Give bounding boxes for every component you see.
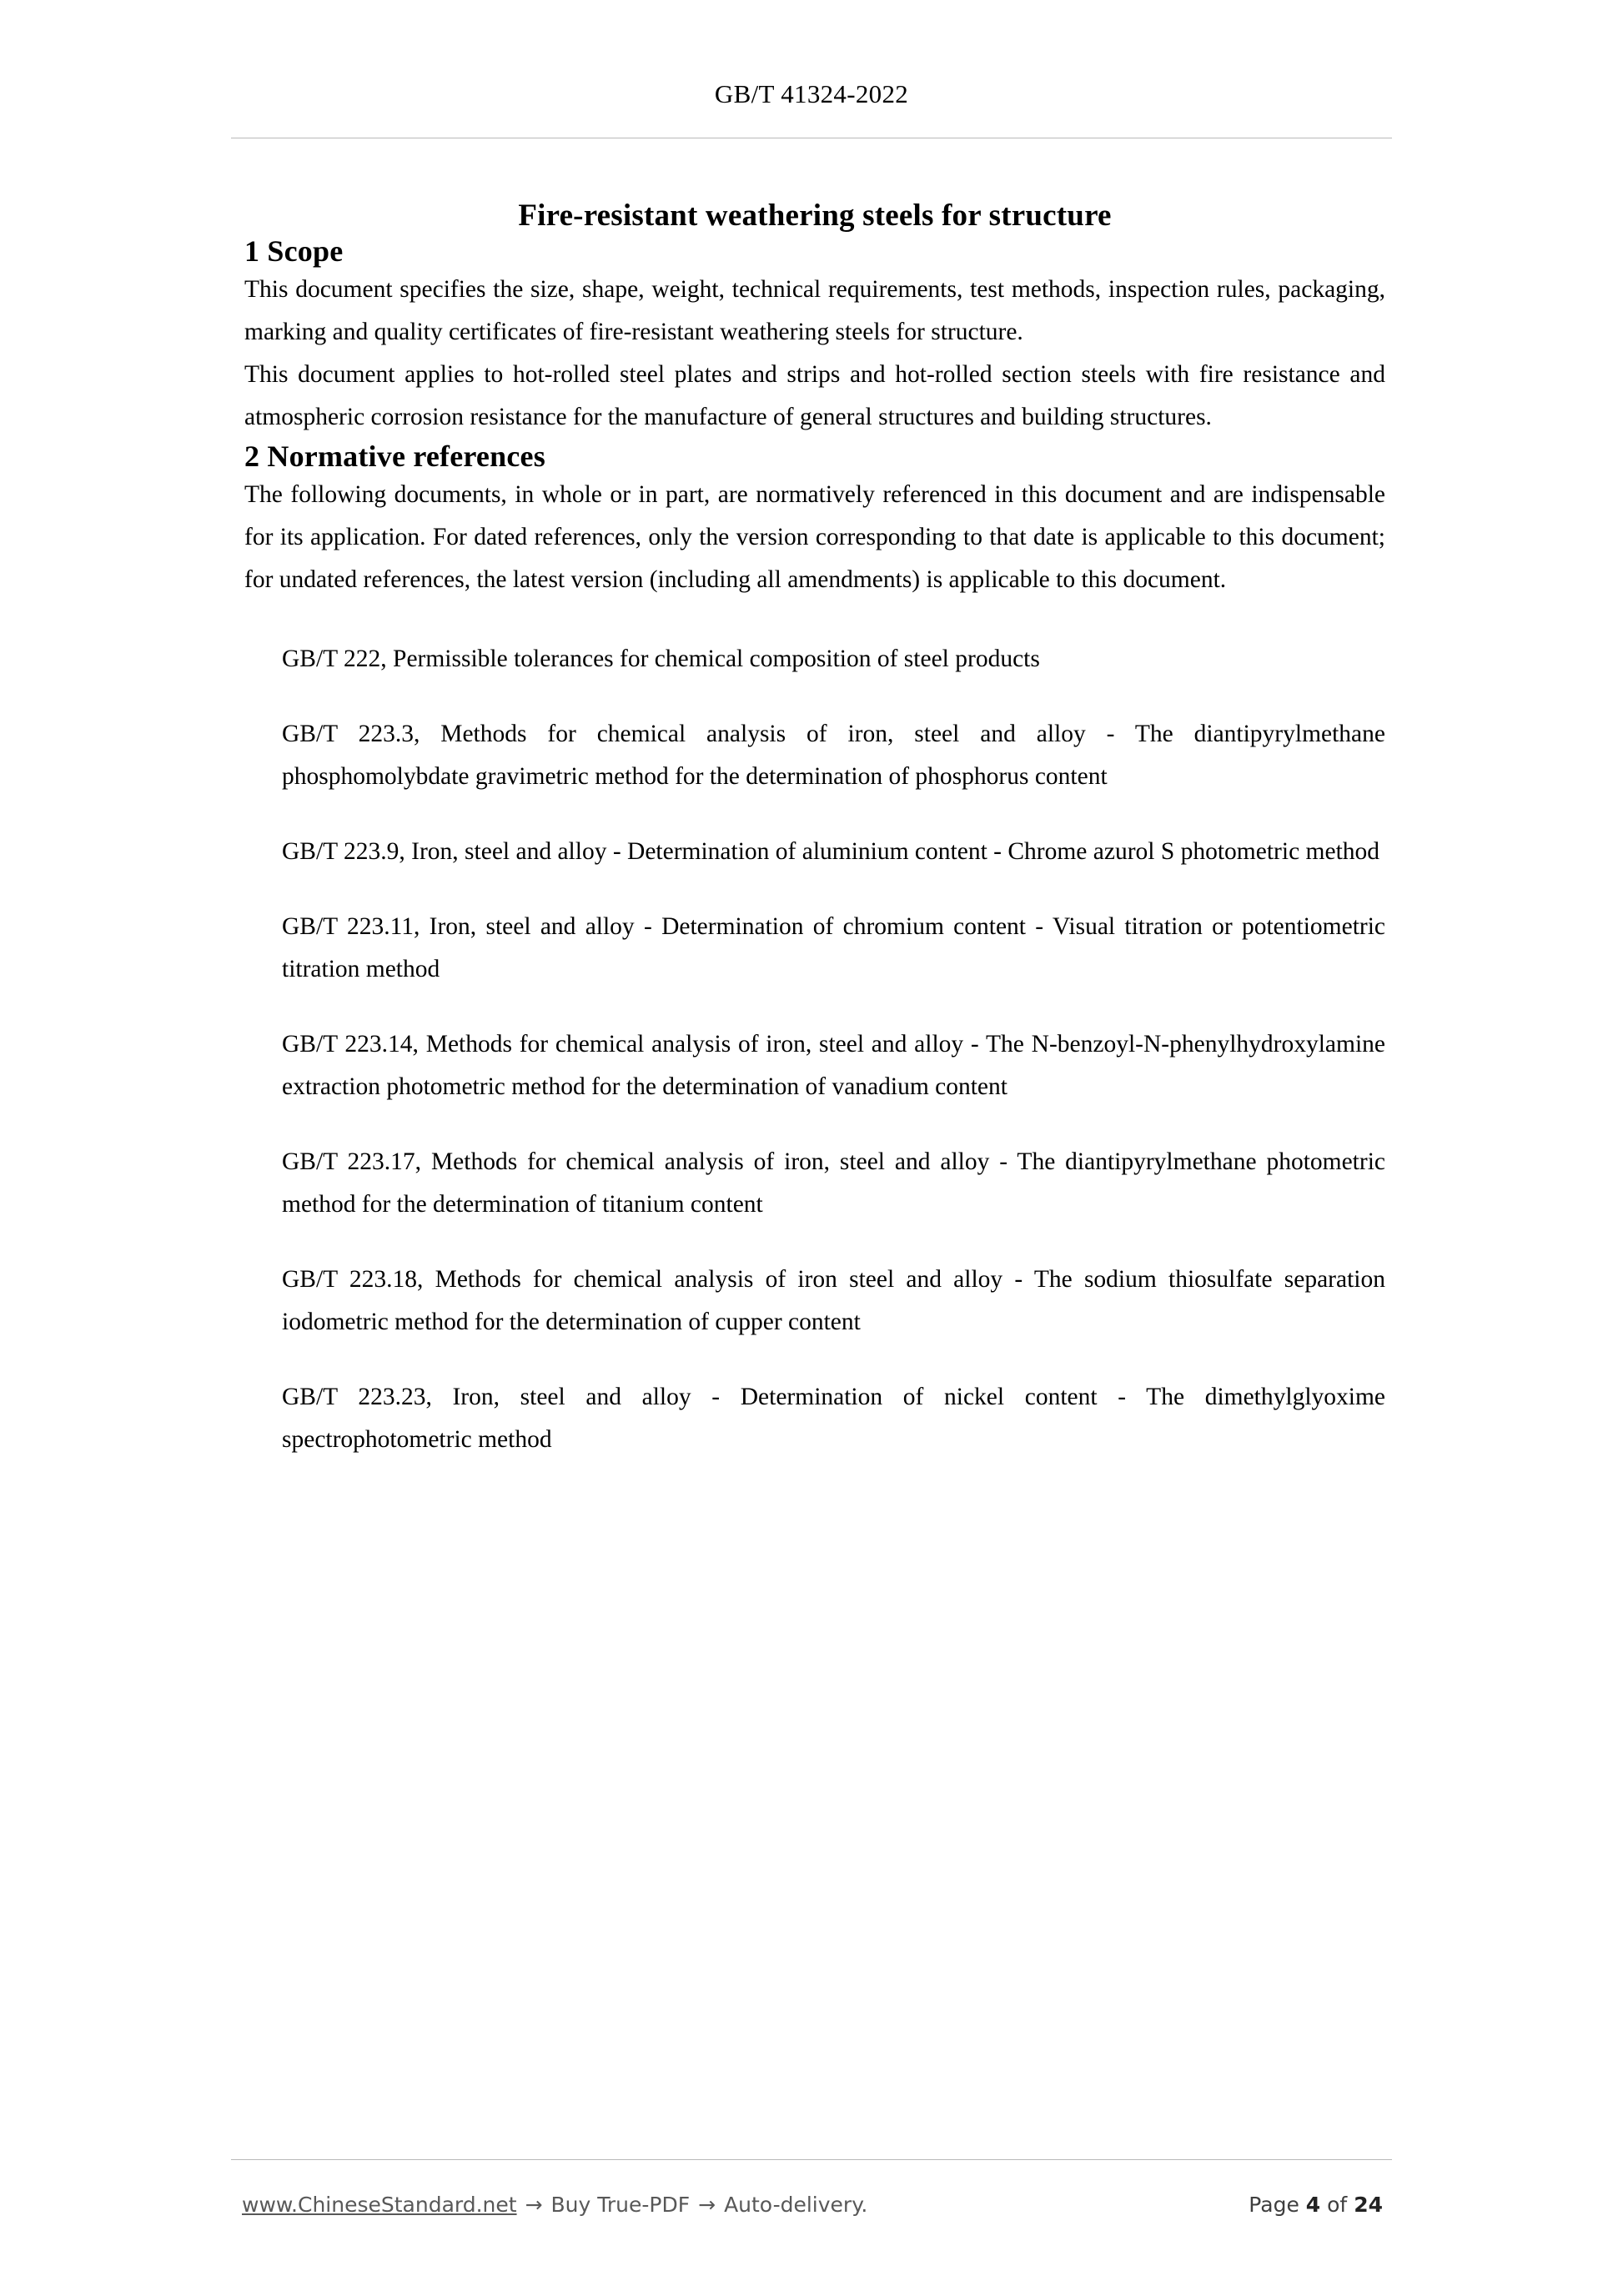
list-item: GB/T 223.14, Methods for chemical analysis of iron, steel and alloy - The N-benzoyl-N-phenylhydroxylamine extraction photometric method for the determination of vanadium content [282, 1031, 1385, 1100]
website-link[interactable]: www.ChineseStandard.net [242, 2193, 517, 2217]
list-item: GB/T 223.11, Iron, steel and alloy - Determination of chromium content - Visual titration or potentiometric titration method [282, 913, 1385, 982]
list-item: GB/T 223.17, Methods for chemical analysis of iron, steel and alloy - The diantipyrylmethane photometric method for the determination of titanium content [282, 1148, 1385, 1218]
page-footer [242, 2193, 1393, 2217]
section-heading-scope: 1 Scope [244, 234, 344, 268]
list-item: GB/T 223.3, Methods for chemical analysis of iron, steel and alloy - The diantipyrylmethane phosphomolybdate gravimetric method for the determination of phosphorus content [282, 721, 1385, 790]
list-item: GB/T 223.9, Iron, steel and alloy - Determination of aluminium content - Chrome azurol S photometric method [282, 838, 1380, 865]
arrow-right-icon: → [525, 2193, 543, 2217]
scope-paragraph-1: This document specifies the size, shape, weight, technical requirements, test methods, inspection rules, packaging, marking and quality certificates of fire-resistant weathering steels for structure. [244, 276, 1385, 345]
list-item: GB/T 223.18, Methods for chemical analysis of iron steel and alloy - The sodium thiosulfate separation iodometric method for the determination of cupper content [282, 1266, 1385, 1335]
delivery-label: Auto-delivery. [724, 2193, 868, 2217]
page-word: Page [1249, 2193, 1299, 2217]
standard-number: GB/T 41324-2022 [714, 79, 909, 108]
scope-paragraph-2: This document applies to hot-rolled steel plates and strips and hot-rolled section steels with fire resistance and atmospheric corrosion resistance for the manufacture of general structures and building structures. [244, 361, 1385, 430]
buy-label: Buy True-PDF [550, 2193, 691, 2217]
footer-divider [231, 2159, 1392, 2160]
document-body [244, 179, 1385, 1461]
list-item: GB/T 222, Permissible tolerances for chemical composition of steel products [282, 646, 1040, 672]
arrow-right-icon-2: → [698, 2193, 716, 2217]
page-indicator [1249, 2193, 1393, 2217]
document-title: Fire-resistant weathering steels for structure [518, 198, 1112, 233]
section-heading-normative-references: 2 Normative references [244, 440, 545, 473]
normative-reference-list [244, 638, 1385, 1461]
list-item: GB/T 223.23, Iron, steel and alloy - Determination of nickel content - The dimethylglyoxime spectrophotometric method [282, 1384, 1385, 1453]
footer-promo [242, 2193, 867, 2217]
total-pages: 24 [1354, 2193, 1383, 2217]
page-number: 4 [1305, 2193, 1321, 2217]
of-word: of [1327, 2193, 1348, 2217]
normative-references-intro: The following documents, in whole or in part, are normatively referenced in this document and are indispensable for its application. For dated references, only the version corresponding to that date is applicable to this document; for undated references, the latest version (including all amendments) is applicable to this document. [244, 481, 1385, 593]
page-header [231, 79, 1392, 109]
